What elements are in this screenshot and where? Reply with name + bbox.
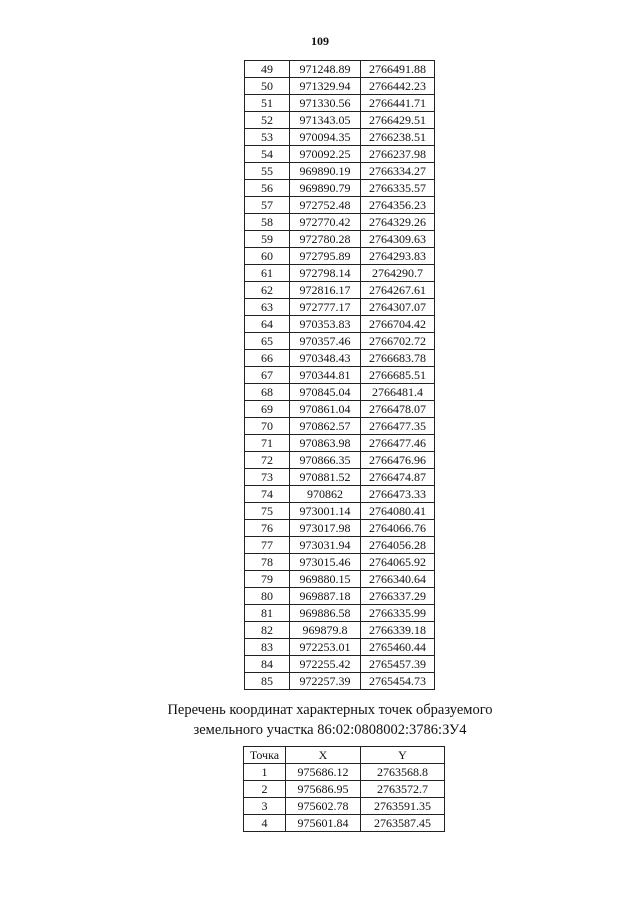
x-cell: 969890.19 [290,163,361,180]
caption-line-2: земельного участка 86:02:0808002:3786:ЗУ4 [193,722,467,738]
table-row [245,78,435,95]
point-cell: 60 [245,248,290,265]
point-cell: 1 [244,764,286,781]
table-row [244,781,445,798]
y-cell: 2766441.71 [361,95,435,112]
x-cell: 970357.46 [290,333,361,350]
point-cell: 54 [245,146,290,163]
point-cell: 4 [244,815,286,832]
point-cell: 76 [245,520,290,537]
section-caption [0,700,640,740]
table-row [245,197,435,214]
x-cell: 972253.01 [290,639,361,656]
point-cell: 78 [245,554,290,571]
x-cell: 973015.46 [290,554,361,571]
point-cell: 3 [244,798,286,815]
x-cell: 970094.35 [290,129,361,146]
x-cell: 972770.42 [290,214,361,231]
x-cell: 969879.8 [290,622,361,639]
point-cell: 70 [245,418,290,435]
table-row [245,435,435,452]
point-cell: 68 [245,384,290,401]
plot-coordinates-table-body [244,764,445,832]
table-header-row [244,747,445,764]
point-cell: 67 [245,367,290,384]
point-cell: 51 [245,95,290,112]
x-cell: 970845.04 [290,384,361,401]
y-cell: 2764065.92 [361,554,435,571]
y-cell: 2766702.72 [361,333,435,350]
table-row [245,571,435,588]
y-cell: 2764267.61 [361,282,435,299]
table-row [245,248,435,265]
y-cell: 2766429.51 [361,112,435,129]
point-cell: 80 [245,588,290,605]
x-cell: 969890.79 [290,180,361,197]
table-row [245,554,435,571]
point-cell: 81 [245,605,290,622]
y-cell: 2766340.64 [361,571,435,588]
table-row [245,401,435,418]
table-row [245,163,435,180]
x-cell: 972777.17 [290,299,361,316]
x-cell: 970092.25 [290,146,361,163]
y-cell: 2766491.88 [361,61,435,78]
y-cell: 2766476.96 [361,452,435,469]
x-cell: 969880.15 [290,571,361,588]
table-row [245,146,435,163]
table-row [245,622,435,639]
y-cell: 2764080.41 [361,503,435,520]
point-cell: 82 [245,622,290,639]
table-row [245,180,435,197]
y-cell: 2766683.78 [361,350,435,367]
y-cell: 2766473.33 [361,486,435,503]
header-point: Точка [244,747,286,764]
point-cell: 66 [245,350,290,367]
y-cell: 2765460.44 [361,639,435,656]
table-row [245,384,435,401]
y-cell: 2766238.51 [361,129,435,146]
table-row [244,764,445,781]
x-cell: 975686.12 [286,764,361,781]
x-cell: 972255.42 [290,656,361,673]
point-cell: 85 [245,673,290,690]
table-row [245,639,435,656]
point-cell: 73 [245,469,290,486]
x-cell: 975602.78 [286,798,361,815]
point-cell: 58 [245,214,290,231]
table-row [245,282,435,299]
x-cell: 971248.89 [290,61,361,78]
table-row [245,61,435,78]
x-cell: 972795.89 [290,248,361,265]
table-row [245,469,435,486]
coordinates-table-body [245,61,435,690]
point-cell: 63 [245,299,290,316]
caption-line-1: Перечень координат характерных точек образуемого [167,702,493,718]
point-cell: 79 [245,571,290,588]
x-cell: 971343.05 [290,112,361,129]
x-cell: 969887.18 [290,588,361,605]
y-cell: 2764066.76 [361,520,435,537]
table-row [245,673,435,690]
y-cell: 2766481.4 [361,384,435,401]
x-cell: 973001.14 [290,503,361,520]
point-cell: 49 [245,61,290,78]
point-cell: 83 [245,639,290,656]
page-number: 109 [311,34,329,48]
table-row [245,316,435,333]
x-cell: 969886.58 [290,605,361,622]
y-cell: 2763591.35 [361,798,445,815]
x-cell: 970353.83 [290,316,361,333]
x-cell: 970861.04 [290,401,361,418]
x-cell: 970348.43 [290,350,361,367]
y-cell: 2764356.23 [361,197,435,214]
table-row [245,520,435,537]
y-cell: 2765454.73 [361,673,435,690]
y-cell: 2763572.7 [361,781,445,798]
plot-coordinates-table-head [244,747,445,764]
y-cell: 2766442.23 [361,78,435,95]
y-cell: 2766335.99 [361,605,435,622]
point-cell: 55 [245,163,290,180]
y-cell: 2764309.63 [361,231,435,248]
point-cell: 57 [245,197,290,214]
table-row [245,333,435,350]
point-cell: 64 [245,316,290,333]
x-cell: 972816.17 [290,282,361,299]
y-cell: 2764293.83 [361,248,435,265]
point-cell: 77 [245,537,290,554]
point-cell: 72 [245,452,290,469]
x-cell: 975601.84 [286,815,361,832]
x-cell: 970863.98 [290,435,361,452]
y-cell: 2763568.8 [361,764,445,781]
table-row [245,588,435,605]
table-row [245,452,435,469]
x-cell: 970862.57 [290,418,361,435]
x-cell: 971330.56 [290,95,361,112]
y-cell: 2766237.98 [361,146,435,163]
x-cell: 973031.94 [290,537,361,554]
y-cell: 2766335.57 [361,180,435,197]
x-cell: 975686.95 [286,781,361,798]
y-cell: 2766477.35 [361,418,435,435]
header-x: X [286,747,361,764]
coordinates-table [244,60,435,690]
point-cell: 75 [245,503,290,520]
y-cell: 2766334.27 [361,163,435,180]
table-row [245,129,435,146]
point-cell: 52 [245,112,290,129]
point-cell: 84 [245,656,290,673]
table-row [245,112,435,129]
x-cell: 970344.81 [290,367,361,384]
table-row [245,214,435,231]
point-cell: 59 [245,231,290,248]
point-cell: 53 [245,129,290,146]
y-cell: 2764056.28 [361,537,435,554]
y-cell: 2766474.87 [361,469,435,486]
table-row [245,265,435,282]
y-cell: 2764329.26 [361,214,435,231]
point-cell: 50 [245,78,290,95]
point-cell: 71 [245,435,290,452]
point-cell: 61 [245,265,290,282]
y-cell: 2764307.07 [361,299,435,316]
point-cell: 56 [245,180,290,197]
x-cell: 973017.98 [290,520,361,537]
table-row [245,605,435,622]
x-cell: 970866.35 [290,452,361,469]
table-row [245,95,435,112]
point-cell: 74 [245,486,290,503]
y-cell: 2766477.46 [361,435,435,452]
table-row [245,656,435,673]
table-row [244,798,445,815]
table-row [245,503,435,520]
x-cell: 970862 [290,486,361,503]
table-row [245,299,435,316]
y-cell: 2766337.29 [361,588,435,605]
table-row [245,367,435,384]
point-cell: 69 [245,401,290,418]
y-cell: 2763587.45 [361,815,445,832]
table-row [244,815,445,832]
table-row [245,350,435,367]
y-cell: 2766478.07 [361,401,435,418]
y-cell: 2766704.42 [361,316,435,333]
point-cell: 62 [245,282,290,299]
table-row [245,418,435,435]
x-cell: 972798.14 [290,265,361,282]
x-cell: 972780.28 [290,231,361,248]
table-row [245,537,435,554]
table-row [245,231,435,248]
x-cell: 970881.52 [290,469,361,486]
y-cell: 2766685.51 [361,367,435,384]
point-cell: 2 [244,781,286,798]
y-cell: 2765457.39 [361,656,435,673]
table-row [245,486,435,503]
x-cell: 972752.48 [290,197,361,214]
y-cell: 2766339.18 [361,622,435,639]
y-cell: 2764290.7 [361,265,435,282]
x-cell: 971329.94 [290,78,361,95]
point-cell: 65 [245,333,290,350]
plot-coordinates-table [243,746,445,832]
header-y: Y [361,747,445,764]
x-cell: 972257.39 [290,673,361,690]
